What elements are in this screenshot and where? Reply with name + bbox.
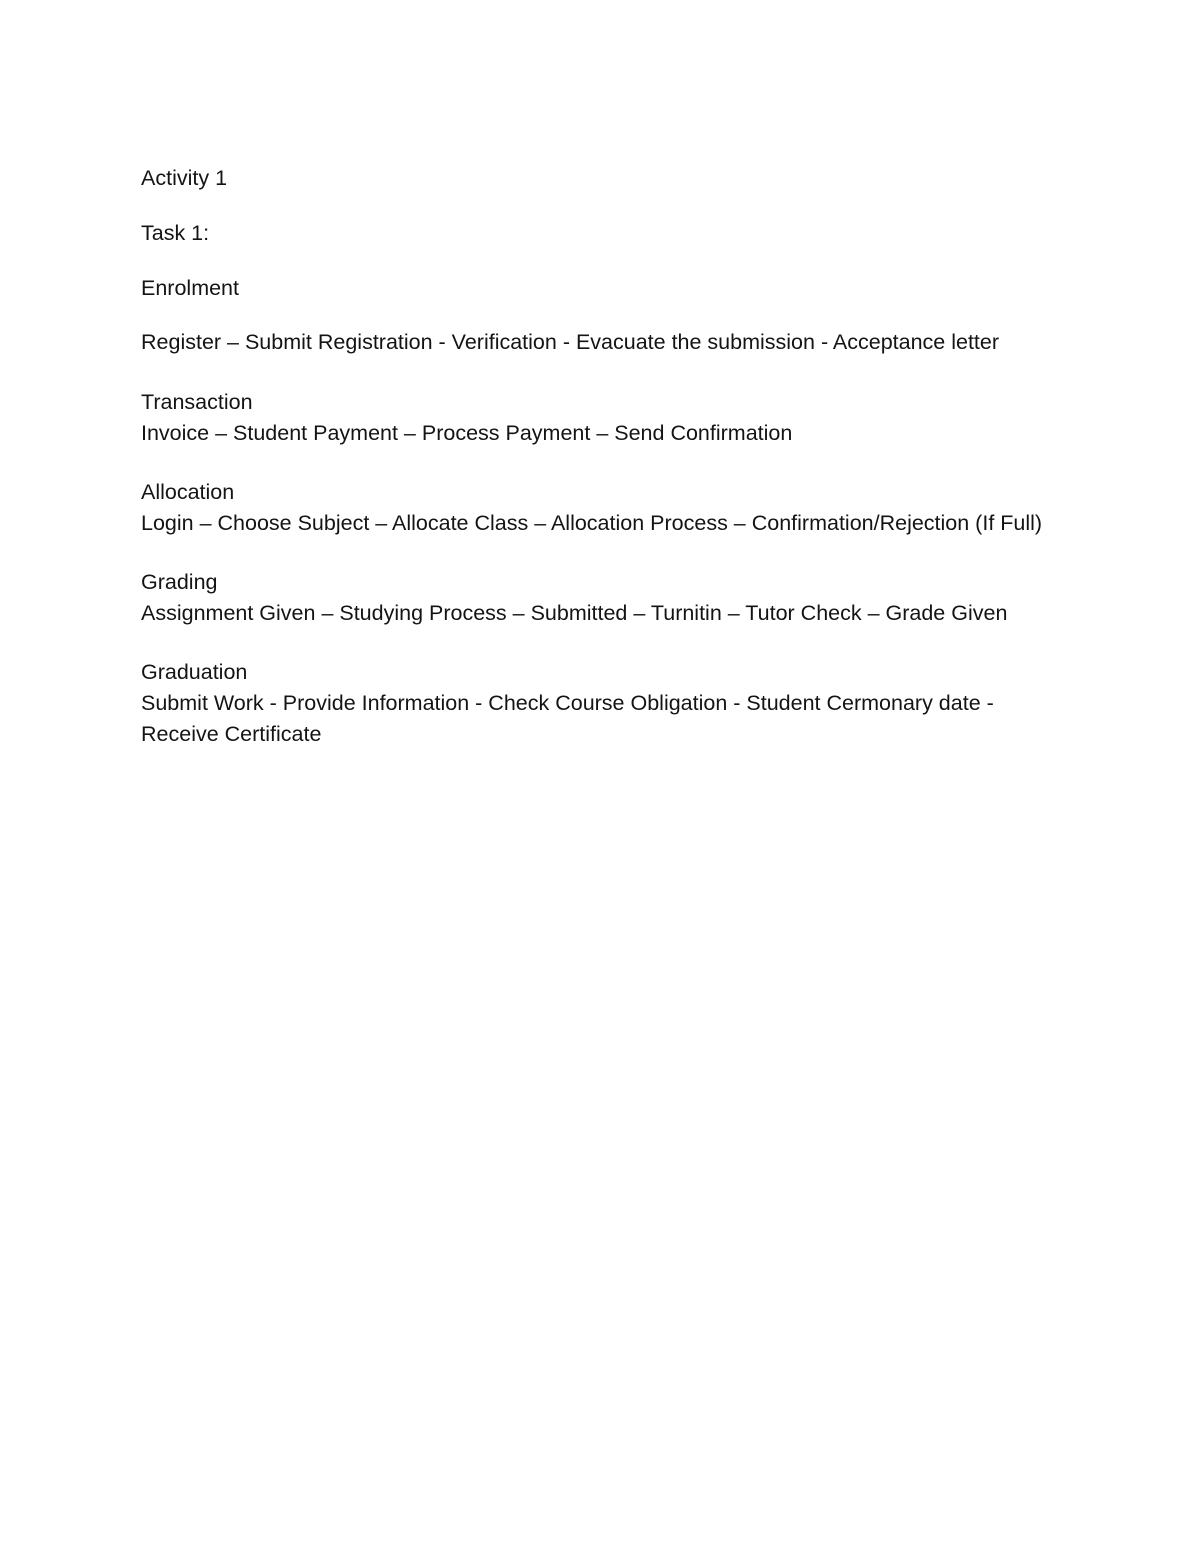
section-body-enrolment: Register – Submit Registration - Verification - Evacuate the submission - Acceptance letter: [141, 330, 1000, 354]
section-allocation: [141, 477, 1061, 539]
section-body-graduation: Submit Work - Provide Information - Check Course Obligation - Student Cermonary date - Receive Certificate: [141, 691, 994, 746]
section-title-graduation: Graduation: [141, 660, 248, 684]
section-title-enrolment: Enrolment: [141, 276, 239, 300]
section-title-allocation: Allocation: [141, 480, 235, 504]
section-graduation: [141, 657, 1061, 750]
section-body-transaction: Invoice – Student Payment – Process Payment – Send Confirmation: [141, 421, 793, 445]
section-grading: [141, 567, 1061, 629]
section-title-grading: Grading: [141, 570, 218, 594]
section-transaction: [141, 387, 1061, 449]
task-title: Task 1:: [141, 221, 210, 245]
section-body-allocation: Login – Choose Subject – Allocate Class – Allocation Process – Confirmation/Rejection (If Full): [141, 511, 1043, 535]
section-title-transaction: Transaction: [141, 390, 253, 414]
section-body-grading: Assignment Given – Studying Process – Submitted – Turnitin – Tutor Check – Grade Given: [141, 601, 1008, 625]
activity-title: Activity 1: [141, 166, 228, 190]
document-content: [141, 163, 1061, 750]
